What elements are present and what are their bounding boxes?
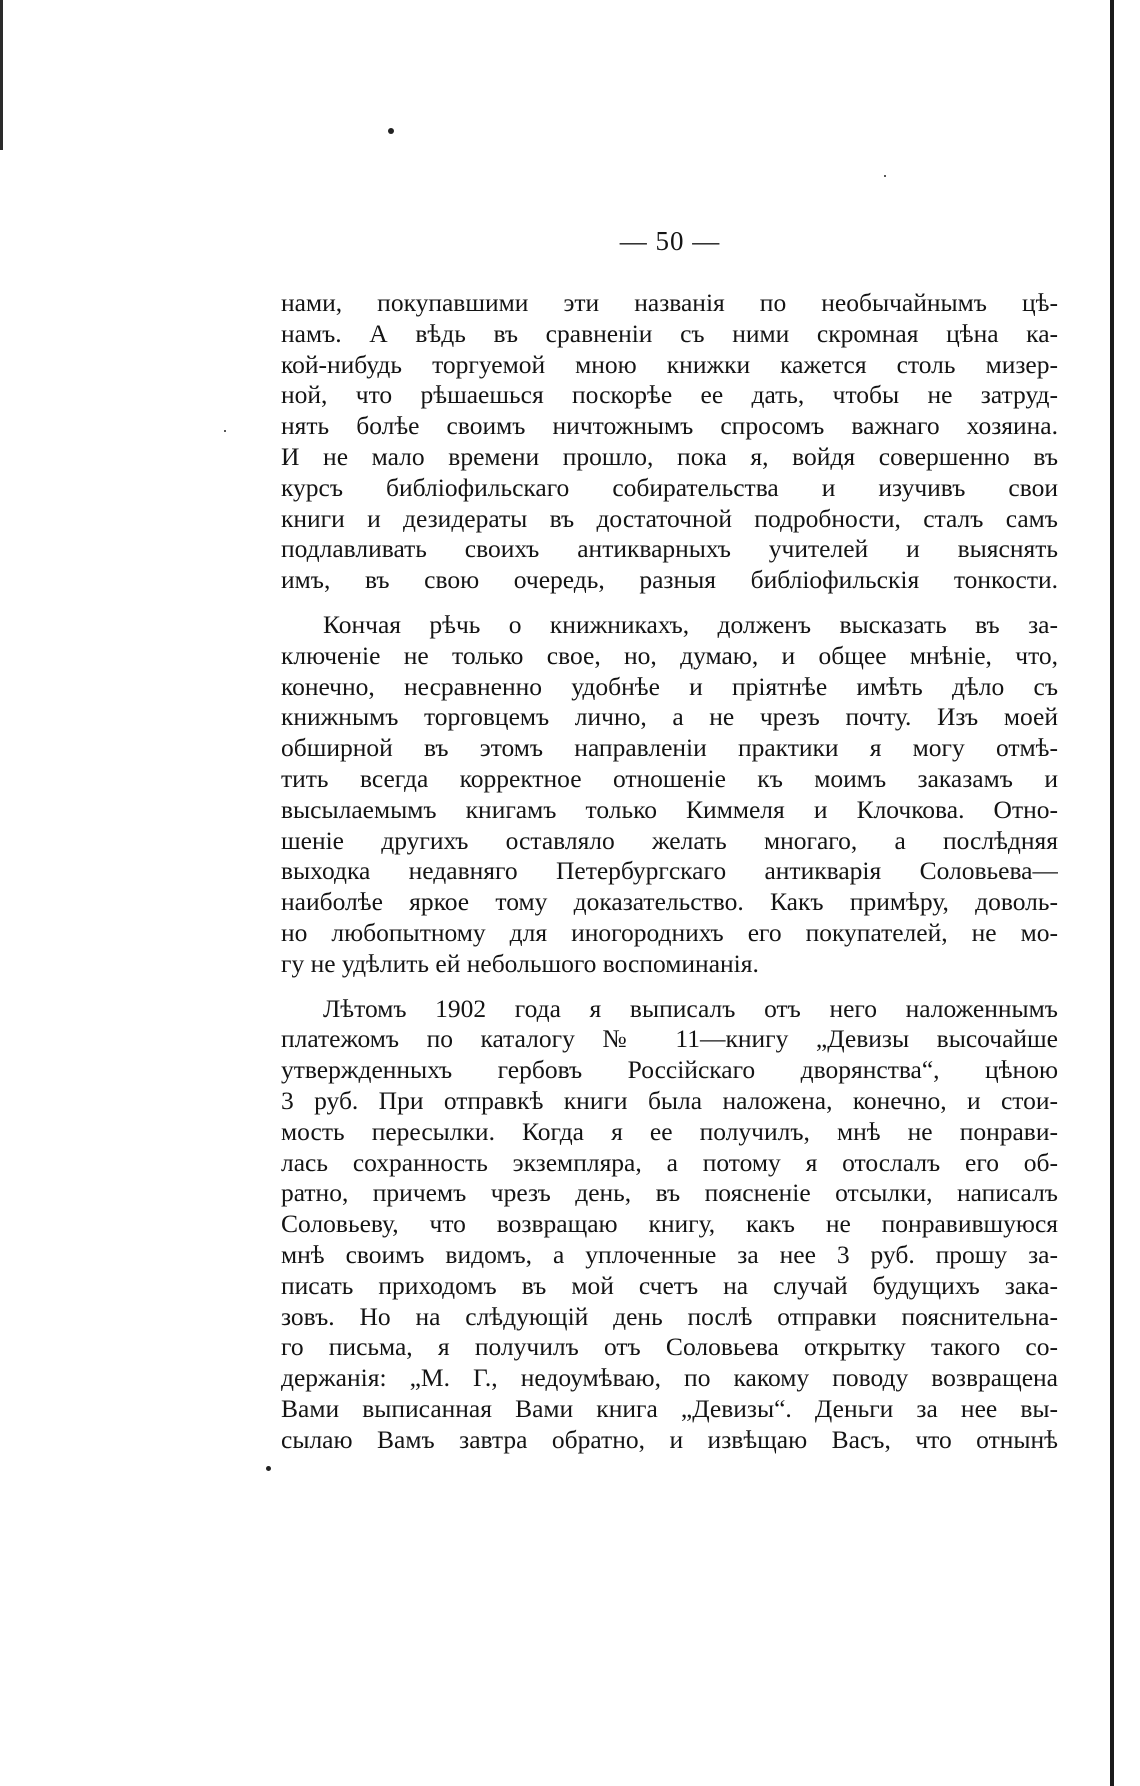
- text-line: шеніе другихъ оставляло желать многаго, а послѣдняя: [281, 825, 1058, 855]
- text-line: высылаемымъ книгамъ только Киммеля и Клочкова. Отно-: [281, 794, 1058, 824]
- text-line: Вами выписанная Вами книга „Девизы“. Деньги за нее вы-: [281, 1393, 1058, 1423]
- scan-speck: [266, 1466, 271, 1471]
- text-line: курсъ библіофильскаго собирательства и изучивъ свои: [281, 472, 1058, 502]
- text-line: Соловьеву, что возвращаю книгу, какъ не понравившуюся: [281, 1209, 1058, 1239]
- text-line: кой-нибудь торгуемой мною книжки кажется столь мизер-: [281, 349, 1058, 379]
- paragraph-gap: [281, 980, 1058, 994]
- paragraph-1: [281, 288, 1058, 596]
- text-line: намъ. А вѣдь въ сравненіи съ ними скромная цѣна ка-: [281, 318, 1058, 348]
- text-line: книжнымъ торговцемъ лично, а не чрезъ почту. Изъ моей: [281, 702, 1058, 732]
- text-line: подлавливать своихъ антикварныхъ учителей и выяснять: [281, 534, 1058, 564]
- text-line: наиболѣе яркое тому доказательство. Какъ примѣру, доволь-: [281, 887, 1058, 917]
- paragraph-gap: [281, 596, 1058, 610]
- text-line: утвержденныхъ гербовъ Россійскаго дворянства“, цѣною: [281, 1055, 1058, 1085]
- text-line: но любопытному для иногороднихъ его покупателей, не мо-: [281, 917, 1058, 947]
- text-line: мнѣ своимъ видомъ, а уплоченные за нее 3 руб. прошу за-: [281, 1239, 1058, 1269]
- text-line: тить всегда корректное отношеніе къ моимъ заказамъ и: [281, 763, 1058, 793]
- text-line: обширной въ этомъ направленіи практики я могу отмѣ-: [281, 733, 1058, 763]
- page-number: — 50 —: [619, 226, 721, 256]
- paragraph-3: [281, 994, 1058, 1456]
- text-line: ной, что рѣшаешься поскорѣе ее дать, чтобы не затруд-: [281, 380, 1058, 410]
- text-line: гу не удѣлить ей небольшого воспоминанія.: [281, 948, 759, 978]
- text-line: мость пересылки. Когда я ее получилъ, мнѣ не понрави-: [281, 1116, 1058, 1146]
- text-line: Лѣтомъ 1902 года я выписалъ отъ него наложеннымъ: [323, 993, 1058, 1023]
- text-line: платежомъ по каталогу № 11—книгу „Девизы высочайше: [281, 1024, 1058, 1054]
- text-line: ключеніе не только свое, но, думаю, и общее мнѣніе, что,: [281, 640, 1058, 670]
- text-line: лась сохранность экземпляра, а потому я отослалъ его об-: [281, 1147, 1058, 1177]
- text-line: ратно, причемъ чрезъ день, въ поясненіе отсылки, написалъ: [281, 1178, 1058, 1208]
- text-line: имъ, въ свою очередь, разныя библіофильскія тонкости.: [281, 565, 1058, 595]
- scan-speck: [224, 430, 226, 432]
- text-line: зовъ. Но на слѣдующій день послѣ отправки пояснительна-: [281, 1301, 1058, 1331]
- scan-speck: [884, 175, 886, 177]
- text-line: го письма, я получилъ отъ Соловьева открытку такого со-: [281, 1332, 1058, 1362]
- scan-edge-left: [0, 0, 3, 150]
- text-line: нами, покупавшими эти названія по необычайнымъ цѣ-: [281, 288, 1058, 317]
- text-line: писать приходомъ въ мой счетъ на случай будущихъ зака-: [281, 1270, 1058, 1300]
- text-line: сылаю Вамъ завтра обратно, и извѣщаю Васъ, что отнынѣ: [281, 1424, 1058, 1454]
- text-line: нять болѣе своимъ ничтожнымъ спросомъ важнаго хозяина.: [281, 411, 1058, 441]
- text-line: Кончая рѣчь о книжникахъ, долженъ высказать въ за-: [323, 609, 1058, 639]
- text-line: книги и дезидераты въ достаточной подробности, сталъ самъ: [281, 503, 1058, 533]
- scan-edge-right: [1110, 0, 1114, 1786]
- text-line: 3 руб. При отправкѣ книги была наложена, конечно, и стои-: [281, 1085, 1058, 1115]
- text-line: держанія: „М. Г., недоумѣваю, по какому поводу возвращена: [281, 1363, 1058, 1393]
- text-line: конечно, несравненно удобнѣе и пріятнѣе имѣть дѣло съ: [281, 671, 1058, 701]
- text-line: выходка недавняго Петербургскаго антикварія Соловьева—: [281, 856, 1058, 886]
- paragraph-2: [281, 610, 1058, 980]
- body-text: [281, 288, 1058, 1455]
- text-line: И не мало времени прошло, пока я, войдя совершенно въ: [281, 441, 1058, 471]
- scan-speck: [388, 128, 394, 134]
